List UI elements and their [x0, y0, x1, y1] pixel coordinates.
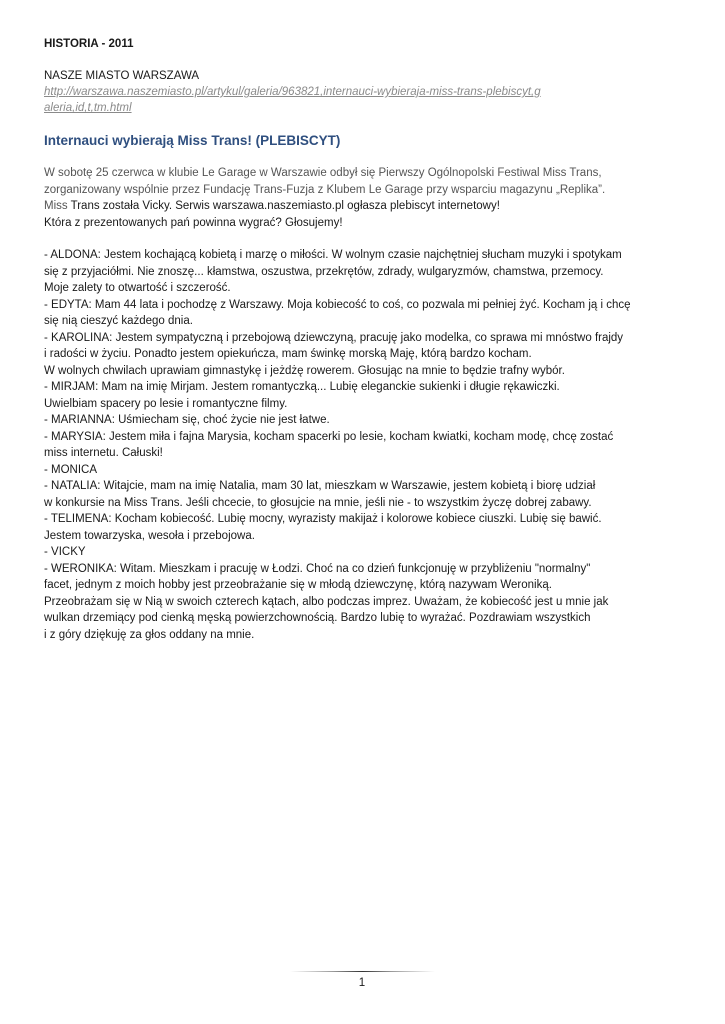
entry-line: - WERONIKA: Witam. Mieszkam i pracuję w Łodzi. Choć na co dzień funkcjonuję w przybliżeniu "normalny"	[44, 562, 591, 575]
entry-line: w konkursie na Miss Trans. Jeśli chcecie, to głosujcie na mnie, jeśli nie - to wszystkim życzę dobrej zabawy.	[44, 496, 592, 509]
entry-line: - MARYSIA: Jestem miła i fajna Marysia, kocham spacerki po lesie, kocham kwiatki, kocham modę, chcę zostać	[44, 430, 614, 443]
entry-line: - VICKY	[44, 546, 86, 558]
entry-line: - MONICA	[44, 463, 98, 476]
intro-line: Która z prezentowanych pań powinna wygrać? Głosujemy!	[44, 216, 343, 229]
entry-line: - ALDONA: Jestem kochającą kobietą i marzę o miłości. W wolnym czasie najchętniej słucham muzyki i spotykam	[44, 249, 622, 261]
entry-line: - TELIMENA: Kocham kobiecość. Lubię mocny, wyrazisty makijaż i kolorowe kobiece ciuszki. Lubię się bawić.	[44, 513, 602, 525]
intro-line-prefix: Miss	[44, 200, 71, 212]
entry-line: i z góry dziękuję za głos oddany na mnie.	[44, 628, 255, 641]
entry-line: - EDYTA: Mam 44 lata i pochodzę z Warszawy. Moja kobiecość to coś, co pozwala mi pełniej żyć. Kocham ją i chcę	[44, 298, 631, 311]
entry-line: facet, jednym z moich hobby jest przeobrażanie się w młodą dziewczynę, którą nazywam Weroniką.	[44, 579, 552, 591]
entry-line: się nią cieszyć każdego dnia.	[44, 315, 193, 327]
footer-divider	[290, 971, 435, 972]
entry-line: - MIRJAM: Mam na imię Mirjam. Jestem romantyczką... Lubię eleganckie sukienki i długie rękawiczki.	[44, 381, 560, 393]
source-name: NASZE MIASTO WARSZAWA	[44, 70, 200, 82]
intro-line	[44, 198, 684, 215]
entry-line: - MARIANNA: Uśmiecham się, choć życie nie jest łatwe.	[44, 414, 330, 426]
entry-line: Jestem towarzyska, wesoła i przebojowa.	[44, 529, 255, 542]
document-heading: HISTORIA - 2011	[44, 38, 134, 50]
entry-line: wulkan drzemiący pod cienką męską powierzchownością. Bardzo lubię to wyrażać. Pozdrawiam wszystkich	[44, 612, 591, 624]
contestant-entries	[44, 247, 684, 643]
entry-line: - KAROLINA: Jestem sympatyczną i przebojową dziewczyną, pracuję jako modelka, co sprawa mi mnóstwo frajdy	[44, 331, 624, 344]
intro-line-text: Trans została Vicky. Serwis warszawa.naszemiasto.pl ogłasza plebiscyt internetowy!	[70, 200, 500, 212]
entry-line: W wolnych chwilach uprawiam gimnastykę i jeżdżę rowerem. Głosując na mnie to będzie trafny wybór.	[44, 364, 565, 377]
entry-line: i radości w życiu. Ponadto jestem opiekuńcza, mam świnkę morską Maję, którą bardzo kocham.	[44, 348, 532, 360]
entry-line: Moje zalety to otwartość i szczerość.	[44, 282, 231, 294]
document-page	[44, 36, 684, 643]
entry-line: - NATALIA: Witajcie, mam na imię Natalia, mam 30 lat, mieszkam w Warszawie, jestem kobietą i biorę udział	[44, 480, 596, 492]
page-number: 1	[358, 977, 366, 989]
entry-line: miss internetu. Całuski!	[44, 447, 163, 459]
intro-line: W sobotę 25 czerwca w klubie Le Garage w Warszawie odbył się Pierwszy Ogólnopolski Festiwal Miss Trans,	[44, 167, 602, 179]
source-url-link[interactable]: http://warszawa.naszemiasto.pl/artykul/galeria/963821,internauci-wybieraja-miss-trans-plebiscyt,galeria,id,t,tm.html	[44, 86, 541, 114]
article-intro	[44, 165, 684, 231]
article-title: Internauci wybierają Miss Trans! (PLEBISCYT)	[44, 133, 341, 148]
intro-line: zorganizowany wspólnie przez Fundację Trans-Fuzja z Klubem Le Garage przy wsparciu magazynu „Replika”.	[44, 183, 606, 196]
entry-line: Uwielbiam spacery po lesie i romantyczne filmy.	[44, 397, 288, 410]
entry-line: się z przyjaciółmi. Nie znoszę... kłamstwa, oszustwa, przekrętów, zdrady, wulgaryzmów, chamstwa, przemocy.	[44, 265, 604, 278]
entry-line: Przeobrażam się w Nią w swoich czterech kątach, albo podczas imprez. Uważam, że kobiecość jest u mnie jak	[44, 595, 609, 608]
